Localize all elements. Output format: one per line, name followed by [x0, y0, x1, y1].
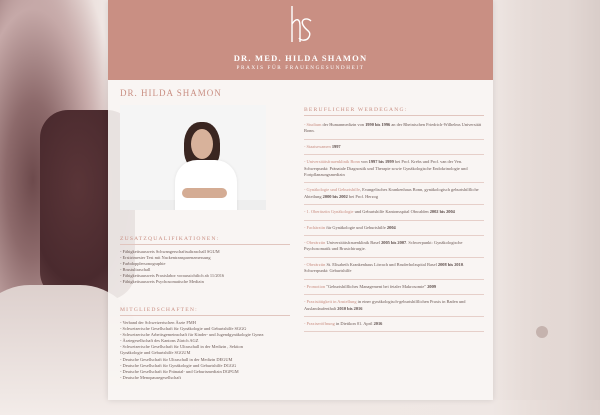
- career-entry: - Studium der Humanmedizin von 1990 bis 1996 an der Rheinischen Friedrich-Wilhelms Universität Bonn.: [304, 118, 484, 140]
- membership-list: [120, 320, 290, 381]
- career-entry: - Fachärztin für Gynäkologie und Geburtshilfe 2004: [304, 221, 484, 236]
- doctor-name-heading: DR. HILDA SHAMON: [120, 88, 222, 98]
- career-entry: - Praxistätigkeit in Anstellung in einer gynäkologisch-geburtshilflichen Praxis in Baden und Auslandaufenthalt 2010 bis 2016: [304, 295, 484, 317]
- profile-column: [120, 88, 290, 210]
- list-item: - Ersttrimester Test mit Nackentransparenzmessung: [120, 255, 211, 261]
- list-item: - Deutsche Gesellschaft für Ultraschall in der Medizin DEGUM: [120, 356, 233, 362]
- qualification-list: [120, 249, 290, 286]
- hs-monogram-icon: [284, 4, 316, 44]
- list-item: - Deutsche Gesellschaft für Pränatal- und Geburtsmedizin DGPGM: [120, 368, 239, 374]
- section-title: BERUFLICHER WERDEGANG:: [304, 107, 484, 116]
- career-entry: - Oberärztin St. Elisabeth Krankenhaus Lörrach und Bruderholzspital Basel 2008 bis 2010. Schwerpunkt: Geburtshilfe: [304, 258, 484, 280]
- brand-subtitle: PRAXIS FÜR FRAUENGESUNDHEIT: [236, 65, 365, 71]
- list-item: - Fähigkeitsausweis Psychosomatische Medizin: [120, 279, 204, 285]
- section-title: MITGLIEDSCHAFTEN:: [120, 307, 290, 316]
- header-banner: [108, 0, 493, 80]
- list-item: - Schweizerische Arbeitsgemeinschaft für Kinder- und Jugendgynäkologie Gynea: [120, 332, 264, 338]
- career-entry: - Praxiseröffnung in Dietikon 01. April 2016: [304, 317, 484, 332]
- portrait-face: [191, 129, 213, 159]
- list-item: - Schweizerische Gesellschaft für Gynäkologie und Geburtshilfe SGGG: [120, 326, 247, 332]
- list-item: - Deutsche Menopausegesellschaft: [120, 374, 181, 380]
- career-entry: - 1. Oberärztin Gynäkologie und Geburtshilfe Kantonsspital Obwalden 2002 bis 2004: [304, 205, 484, 220]
- list-item: - Ärztegesellschaft des Kantons Zürich AGZ: [120, 338, 199, 344]
- career-entry: - Universitätsfrauenklinik Bonn von 1997 bis 1999 bei Prof. Krebs und Prof. van der Ven. Schwerpunkt: Pränatale Diagnostik und Therapie sowie Gynäkologische Endokrinologie und Fortpflanzungsmedizin: [304, 155, 484, 183]
- brand-name: DR. MED. HILDA SHAMON: [233, 53, 368, 63]
- list-item: - Fähigkeitsausweis Schwangerschaftsultraschall SGUM: [120, 249, 220, 254]
- career-entry: - Oberärztin Universitätsfrauenklinik Basel 2005 bis 2007. Schwerpunkt: Gynäkologische Psychosomatik und Brustchirurgie.: [304, 236, 484, 258]
- section-title: ZUSATZQUALIFIKATIONEN:: [120, 236, 290, 245]
- section-werdegang: [304, 107, 484, 332]
- career-entry: - Staatsexamen 1997: [304, 140, 484, 155]
- list-item: Gynäkologie und Geburtshilfe SGGUM: [120, 350, 191, 356]
- list-item: - Deutsche Gesellschaft für Gynäkologie und Geburtshilfe DGGG: [120, 362, 237, 368]
- list-item: - Brustultraschall: [120, 267, 151, 273]
- career-entry: - Promotion "Geburtshilfliches Management bei fetaler Makrosomie" 2009: [304, 280, 484, 295]
- list-item: - Fähigkeitsausweis Praxislabor voraussichtlich ab 11/2016: [120, 273, 225, 279]
- list-item: - Farbdopplersonographie: [120, 261, 166, 267]
- cv-page: [108, 0, 493, 400]
- list-item: - Verband der Schweizerischen Ärzte FMH: [120, 320, 196, 325]
- doctor-portrait: [120, 105, 266, 210]
- background-curtain: [490, 0, 600, 400]
- career-entry: - Gynäkologie und Geburtshilfe, Evangelisches Krankenhaus Bonn, gynäkologisch geburtshilfliche Abteilung 2000 bis 2002 bei Prof. Herzog: [304, 183, 484, 205]
- career-entries: [304, 118, 484, 332]
- portrait-coat: [175, 160, 237, 210]
- section-zusatzqualifikationen: [120, 236, 290, 286]
- section-mitgliedschaften: [120, 307, 290, 381]
- list-item: - Schweizerische Gesellschaft für Ultraschall in der Medizin , Sektion: [120, 344, 243, 350]
- background-decor-knot: [536, 326, 548, 338]
- portrait-arms: [182, 188, 227, 198]
